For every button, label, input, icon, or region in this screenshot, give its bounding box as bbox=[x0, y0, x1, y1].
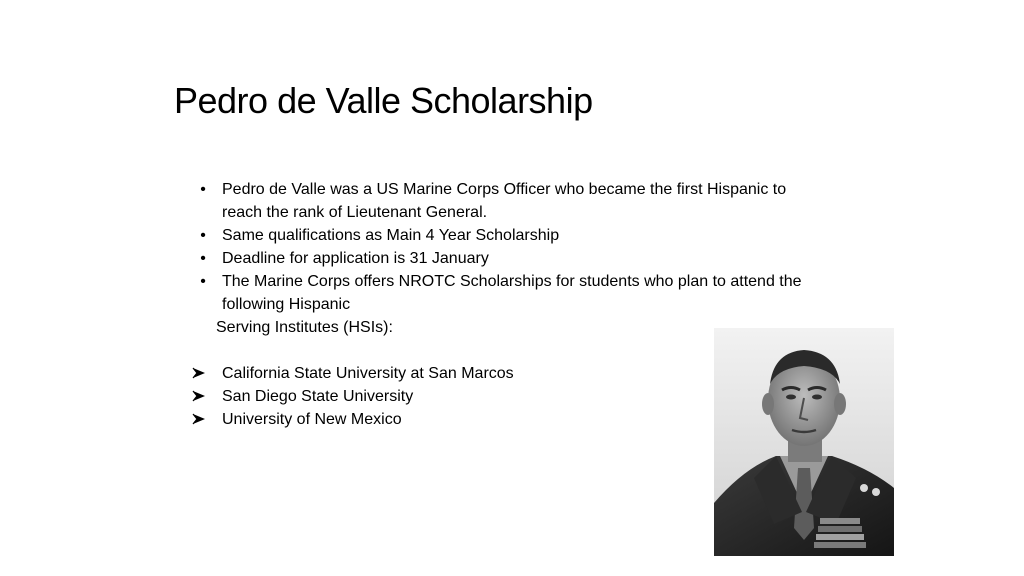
bullet-text: Same qualifications as Main 4 Year Scholarship bbox=[222, 227, 560, 244]
bullet-item bbox=[190, 247, 870, 270]
school-name: California State University at San Marcos bbox=[222, 365, 514, 382]
bullet-text: The Marine Corps offers NROTC Scholarships for students who plan to attend the bbox=[222, 273, 802, 290]
arrow-bullet-icon bbox=[192, 390, 206, 402]
portrait-photo bbox=[714, 328, 894, 556]
school-name: University of New Mexico bbox=[222, 411, 402, 428]
bullet-text-continued: following Hispanic bbox=[222, 296, 351, 313]
bullet-item bbox=[190, 224, 870, 247]
slide-title: Pedro de Valle Scholarship bbox=[174, 80, 593, 121]
continuation-text: Serving Institutes (HSIs): bbox=[216, 319, 393, 336]
bullet-text-continued: reach the rank of Lieutenant General. bbox=[222, 204, 488, 221]
arrow-bullet-icon bbox=[192, 413, 206, 425]
arrow-bullet-icon bbox=[192, 367, 206, 379]
bullet-text: Deadline for application is 31 January bbox=[222, 250, 489, 267]
bullet-icon: • bbox=[200, 250, 206, 267]
bullet-icon: • bbox=[200, 227, 206, 244]
bullet-item bbox=[190, 270, 870, 316]
bullet-item bbox=[190, 178, 870, 224]
bullet-icon: • bbox=[200, 181, 206, 198]
school-name: San Diego State University bbox=[222, 388, 414, 405]
bullet-text: Pedro de Valle was a US Marine Corps Officer who became the first Hispanic to bbox=[222, 181, 787, 198]
portrait-photo-icon bbox=[714, 328, 894, 556]
bullet-icon: • bbox=[200, 273, 206, 290]
